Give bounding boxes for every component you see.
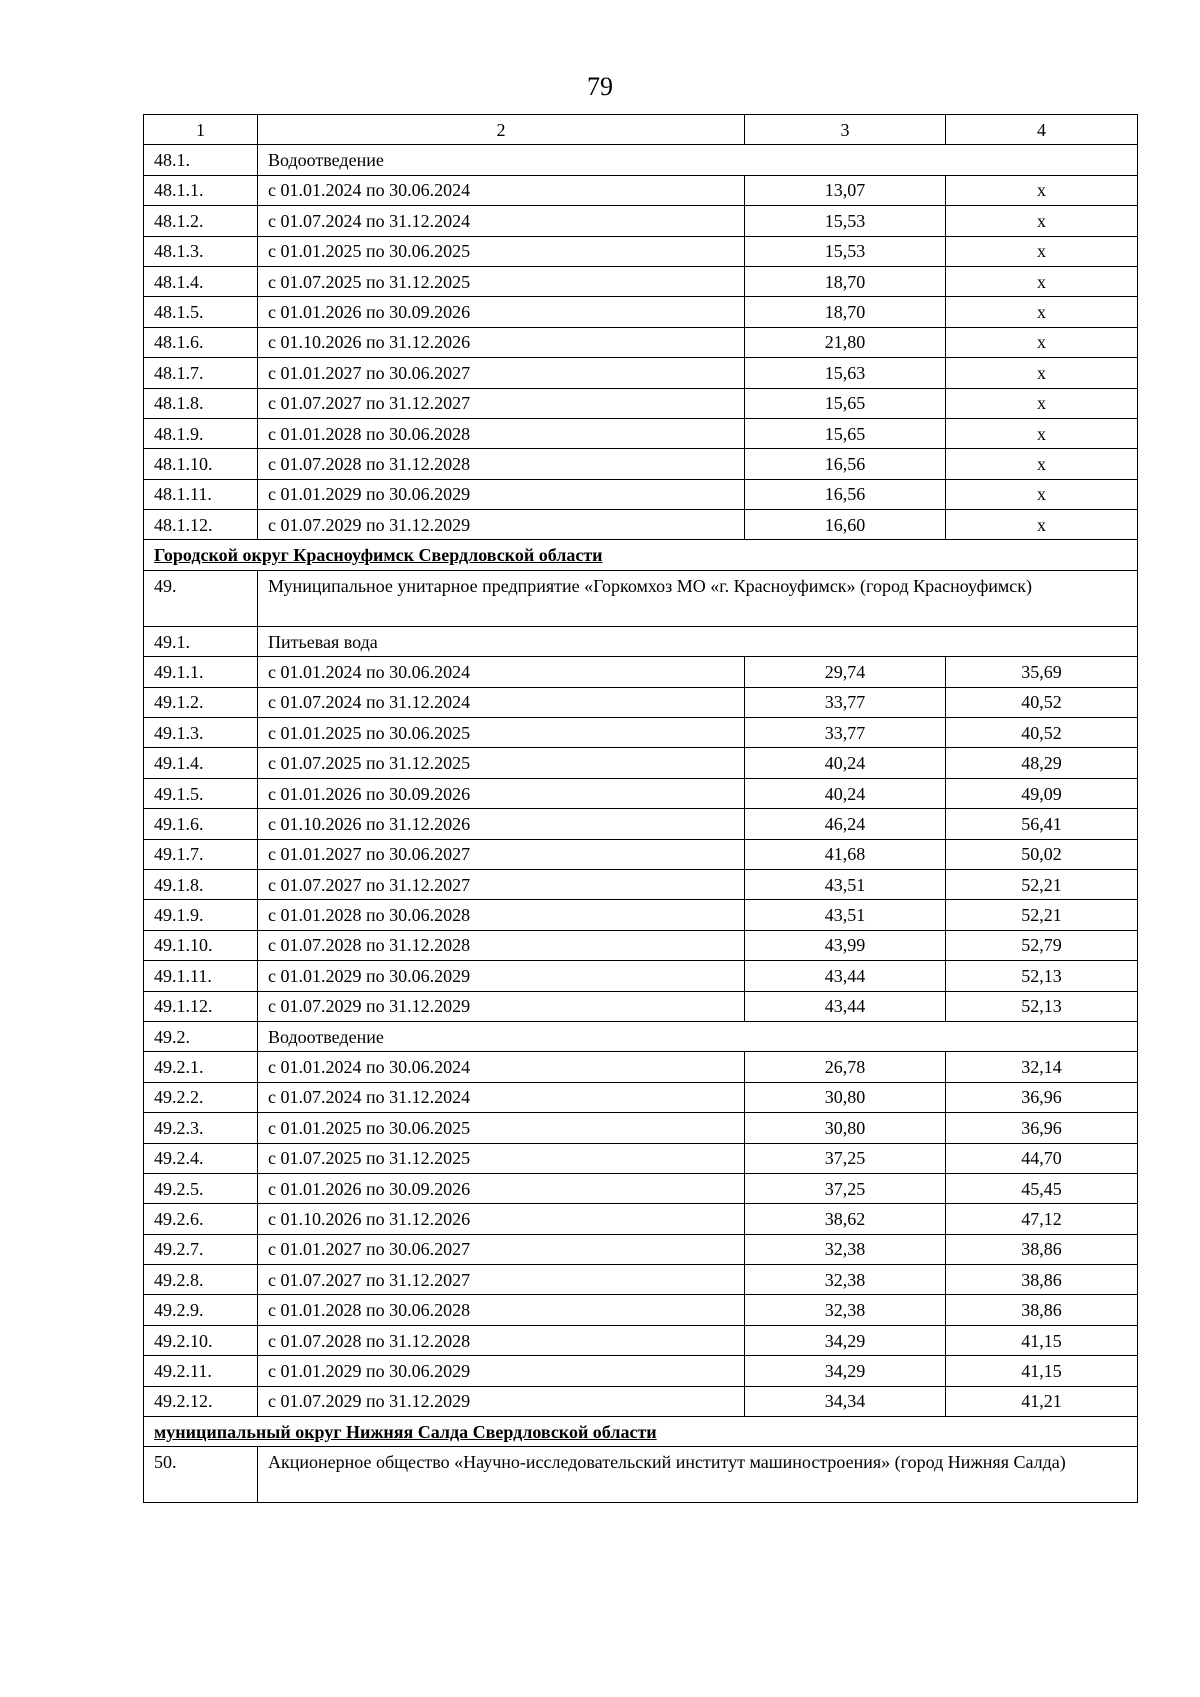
row-value-col3: 37,25 — [745, 1143, 946, 1173]
table-row — [144, 510, 1138, 540]
row-period: с 01.07.2027 по 31.12.2027 — [258, 1265, 745, 1295]
row-id: 49.2.4. — [144, 1143, 258, 1173]
row-period: с 01.01.2025 по 30.06.2025 — [258, 236, 745, 266]
row-value-col3: 41,68 — [745, 839, 946, 869]
row-value-col4: х — [946, 358, 1138, 388]
row-period: с 01.01.2024 по 30.06.2024 — [258, 175, 745, 205]
row-id: 49.2.10. — [144, 1325, 258, 1355]
row-id: 49.1.5. — [144, 778, 258, 808]
row-value-col3: 43,51 — [745, 900, 946, 930]
row-id: 48.1.12. — [144, 510, 258, 540]
row-value-col3: 32,38 — [745, 1265, 946, 1295]
row-value-col3: 43,99 — [745, 930, 946, 960]
row-period: с 01.01.2028 по 30.06.2028 — [258, 900, 745, 930]
row-value-col4: 41,15 — [946, 1356, 1138, 1386]
row-period: с 01.07.2025 по 31.12.2025 — [258, 1143, 745, 1173]
row-value-col4: х — [946, 479, 1138, 509]
table-row — [144, 479, 1138, 509]
row-value-col3: 18,70 — [745, 266, 946, 296]
row-value-col4: 40,52 — [946, 718, 1138, 748]
row-id: 49.1.3. — [144, 718, 258, 748]
row-value-col3: 16,56 — [745, 479, 946, 509]
row-period: с 01.01.2028 по 30.06.2028 — [258, 418, 745, 448]
row-period: с 01.01.2024 по 30.06.2024 — [258, 657, 745, 687]
row-value-col3: 32,38 — [745, 1234, 946, 1264]
row-value-col4: 48,29 — [946, 748, 1138, 778]
row-value-col4: 52,21 — [946, 869, 1138, 899]
table-row — [144, 1234, 1138, 1264]
row-value-col4: 41,21 — [946, 1386, 1138, 1416]
table-row — [144, 1052, 1138, 1082]
row-value-col4: х — [946, 175, 1138, 205]
row-value-col4: х — [946, 388, 1138, 418]
row-period: с 01.01.2029 по 30.06.2029 — [258, 479, 745, 509]
row-value-col4: х — [946, 266, 1138, 296]
row-period: с 01.10.2026 по 31.12.2026 — [258, 327, 745, 357]
row-value-col3: 33,77 — [745, 718, 946, 748]
row-id: 49.2.2. — [144, 1082, 258, 1112]
row-period: с 01.01.2026 по 30.09.2026 — [258, 778, 745, 808]
table-row — [144, 1356, 1138, 1386]
row-value-col4: 38,86 — [946, 1295, 1138, 1325]
row-id: 49.2.11. — [144, 1356, 258, 1386]
row-id: 49.1.11. — [144, 961, 258, 991]
row-value-col3: 32,38 — [745, 1295, 946, 1325]
table-row — [144, 1386, 1138, 1416]
group-id: 49.1. — [144, 626, 258, 656]
row-value-col4: 49,09 — [946, 778, 1138, 808]
row-value-col4: 56,41 — [946, 809, 1138, 839]
row-value-col4: 44,70 — [946, 1143, 1138, 1173]
tariff-table — [143, 114, 1138, 1503]
column-header: 4 — [946, 115, 1138, 145]
row-value-col3: 38,62 — [745, 1204, 946, 1234]
table-row — [144, 1204, 1138, 1234]
group-title: Питьевая вода — [258, 626, 1138, 656]
row-id: 49.1.6. — [144, 809, 258, 839]
table-row — [144, 778, 1138, 808]
table-row — [144, 297, 1138, 327]
row-period: с 01.01.2026 по 30.09.2026 — [258, 297, 745, 327]
row-period: с 01.07.2024 по 31.12.2024 — [258, 206, 745, 236]
row-value-col3: 15,53 — [745, 206, 946, 236]
row-id: 48.1.7. — [144, 358, 258, 388]
column-header: 1 — [144, 115, 258, 145]
row-period: с 01.01.2025 по 30.06.2025 — [258, 1113, 745, 1143]
table-row — [144, 687, 1138, 717]
row-value-col4: х — [946, 418, 1138, 448]
organization-row — [144, 1447, 1138, 1503]
row-value-col4: 36,96 — [946, 1082, 1138, 1112]
row-id: 49.2.3. — [144, 1113, 258, 1143]
row-id: 48.1.4. — [144, 266, 258, 296]
row-period: с 01.01.2026 по 30.09.2026 — [258, 1173, 745, 1203]
row-value-col3: 34,29 — [745, 1325, 946, 1355]
row-value-col4: х — [946, 510, 1138, 540]
row-id: 48.1.8. — [144, 388, 258, 418]
table-row — [144, 869, 1138, 899]
group-row — [144, 145, 1138, 175]
row-id: 49.2.9. — [144, 1295, 258, 1325]
row-value-col4: 52,13 — [946, 991, 1138, 1021]
table-row — [144, 1082, 1138, 1112]
row-period: с 01.07.2029 по 31.12.2029 — [258, 991, 745, 1021]
row-period: с 01.07.2025 по 31.12.2025 — [258, 748, 745, 778]
row-period: с 01.07.2028 по 31.12.2028 — [258, 449, 745, 479]
section-heading-row — [144, 1417, 1138, 1447]
row-period: с 01.07.2027 по 31.12.2027 — [258, 388, 745, 418]
row-period: с 01.07.2024 по 31.12.2024 — [258, 1082, 745, 1112]
row-period: с 01.07.2029 по 31.12.2029 — [258, 1386, 745, 1416]
row-value-col4: 47,12 — [946, 1204, 1138, 1234]
row-value-col4: 45,45 — [946, 1173, 1138, 1203]
row-id: 49.1.10. — [144, 930, 258, 960]
row-value-col4: 36,96 — [946, 1113, 1138, 1143]
row-value-col4: 40,52 — [946, 687, 1138, 717]
table-row — [144, 718, 1138, 748]
organization-id: 49. — [144, 570, 258, 626]
group-id: 49.2. — [144, 1021, 258, 1051]
row-value-col3: 43,44 — [745, 991, 946, 1021]
row-id: 49.1.12. — [144, 991, 258, 1021]
row-value-col3: 30,80 — [745, 1082, 946, 1112]
row-id: 49.2.12. — [144, 1386, 258, 1416]
row-value-col4: 52,13 — [946, 961, 1138, 991]
row-value-col3: 33,77 — [745, 687, 946, 717]
page-number: 79 — [587, 72, 613, 101]
row-value-col3: 16,56 — [745, 449, 946, 479]
row-value-col4: х — [946, 236, 1138, 266]
column-header: 3 — [745, 115, 946, 145]
row-period: с 01.01.2029 по 30.06.2029 — [258, 1356, 745, 1386]
row-period: с 01.01.2027 по 30.06.2027 — [258, 839, 745, 869]
row-period: с 01.01.2028 по 30.06.2028 — [258, 1295, 745, 1325]
row-value-col4: 32,14 — [946, 1052, 1138, 1082]
row-id: 49.1.1. — [144, 657, 258, 687]
row-value-col4: 52,79 — [946, 930, 1138, 960]
row-id: 48.1.6. — [144, 327, 258, 357]
row-value-col4: 38,86 — [946, 1234, 1138, 1264]
row-id: 49.2.7. — [144, 1234, 258, 1264]
row-value-col4: х — [946, 449, 1138, 479]
table-row — [144, 236, 1138, 266]
group-row — [144, 1021, 1138, 1051]
row-value-col3: 40,24 — [745, 748, 946, 778]
row-value-col3: 34,29 — [745, 1356, 946, 1386]
row-value-col4: х — [946, 206, 1138, 236]
row-value-col4: х — [946, 327, 1138, 357]
table-row — [144, 748, 1138, 778]
row-period: с 01.01.2027 по 30.06.2027 — [258, 1234, 745, 1264]
table-row — [144, 206, 1138, 236]
row-period: с 01.07.2024 по 31.12.2024 — [258, 687, 745, 717]
row-value-col3: 29,74 — [745, 657, 946, 687]
row-id: 48.1.1. — [144, 175, 258, 205]
table-row — [144, 1325, 1138, 1355]
row-period: с 01.07.2029 по 31.12.2029 — [258, 510, 745, 540]
row-period: с 01.07.2028 по 31.12.2028 — [258, 1325, 745, 1355]
row-value-col3: 13,07 — [745, 175, 946, 205]
row-id: 49.1.8. — [144, 869, 258, 899]
row-period: с 01.01.2025 по 30.06.2025 — [258, 718, 745, 748]
row-id: 48.1.10. — [144, 449, 258, 479]
tariff-table-body — [144, 115, 1138, 1503]
row-id: 48.1.11. — [144, 479, 258, 509]
row-period: с 01.07.2025 по 31.12.2025 — [258, 266, 745, 296]
row-period: с 01.07.2027 по 31.12.2027 — [258, 869, 745, 899]
table-row — [144, 839, 1138, 869]
section-heading-row — [144, 540, 1138, 570]
table-row — [144, 930, 1138, 960]
table-row — [144, 657, 1138, 687]
table-row — [144, 358, 1138, 388]
row-value-col4: 52,21 — [946, 900, 1138, 930]
table-row — [144, 449, 1138, 479]
table-row — [144, 809, 1138, 839]
row-period: с 01.01.2024 по 30.06.2024 — [258, 1052, 745, 1082]
row-period: с 01.07.2028 по 31.12.2028 — [258, 930, 745, 960]
row-value-col3: 15,53 — [745, 236, 946, 266]
row-value-col3: 40,24 — [745, 778, 946, 808]
row-id: 48.1.2. — [144, 206, 258, 236]
row-id: 48.1.9. — [144, 418, 258, 448]
row-value-col4: х — [946, 297, 1138, 327]
row-period: с 01.10.2026 по 31.12.2026 — [258, 809, 745, 839]
row-id: 49.1.4. — [144, 748, 258, 778]
row-value-col4: 50,02 — [946, 839, 1138, 869]
table-row — [144, 266, 1138, 296]
row-period: с 01.10.2026 по 31.12.2026 — [258, 1204, 745, 1234]
organization-name: Акционерное общество «Научно-исследовательский институт машиностроения» (город Нижняя Салда) — [258, 1447, 1138, 1503]
row-id: 49.2.8. — [144, 1265, 258, 1295]
group-id: 48.1. — [144, 145, 258, 175]
table-row — [144, 1295, 1138, 1325]
row-value-col4: 41,15 — [946, 1325, 1138, 1355]
table-row — [144, 1113, 1138, 1143]
row-value-col3: 18,70 — [745, 297, 946, 327]
row-value-col3: 30,80 — [745, 1113, 946, 1143]
organization-id: 50. — [144, 1447, 258, 1503]
row-id: 49.1.9. — [144, 900, 258, 930]
organization-row — [144, 570, 1138, 626]
table-row — [144, 991, 1138, 1021]
table-row — [144, 900, 1138, 930]
table-row — [144, 961, 1138, 991]
table-row — [144, 327, 1138, 357]
row-value-col3: 15,65 — [745, 418, 946, 448]
row-id: 49.2.5. — [144, 1173, 258, 1203]
row-value-col3: 15,63 — [745, 358, 946, 388]
row-value-col3: 16,60 — [745, 510, 946, 540]
row-id: 48.1.5. — [144, 297, 258, 327]
group-row — [144, 626, 1138, 656]
table-row — [144, 388, 1138, 418]
table-row — [144, 175, 1138, 205]
row-value-col4: 38,86 — [946, 1265, 1138, 1295]
row-id: 48.1.3. — [144, 236, 258, 266]
row-value-col3: 43,51 — [745, 869, 946, 899]
row-value-col3: 46,24 — [745, 809, 946, 839]
row-value-col3: 21,80 — [745, 327, 946, 357]
group-title: Водоотведение — [258, 145, 1138, 175]
organization-name: Муниципальное унитарное предприятие «Горкомхоз МО «г. Красноуфимск» (город Красноуфимск) — [258, 570, 1138, 626]
table-row — [144, 1173, 1138, 1203]
row-id: 49.2.1. — [144, 1052, 258, 1082]
row-value-col3: 34,34 — [745, 1386, 946, 1416]
row-period: с 01.01.2027 по 30.06.2027 — [258, 358, 745, 388]
section-heading: муниципальный округ Нижняя Салда Свердловской области — [144, 1417, 1138, 1447]
table-row — [144, 418, 1138, 448]
row-value-col3: 26,78 — [745, 1052, 946, 1082]
section-heading: Городской округ Красноуфимск Свердловской области — [144, 540, 1138, 570]
table-header-row — [144, 115, 1138, 145]
row-value-col4: 35,69 — [946, 657, 1138, 687]
row-value-col3: 15,65 — [745, 388, 946, 418]
row-id: 49.2.6. — [144, 1204, 258, 1234]
row-period: с 01.01.2029 по 30.06.2029 — [258, 961, 745, 991]
row-id: 49.1.2. — [144, 687, 258, 717]
table-row — [144, 1143, 1138, 1173]
group-title: Водоотведение — [258, 1021, 1138, 1051]
table-row — [144, 1265, 1138, 1295]
row-value-col3: 43,44 — [745, 961, 946, 991]
row-id: 49.1.7. — [144, 839, 258, 869]
column-header: 2 — [258, 115, 745, 145]
row-value-col3: 37,25 — [745, 1173, 946, 1203]
